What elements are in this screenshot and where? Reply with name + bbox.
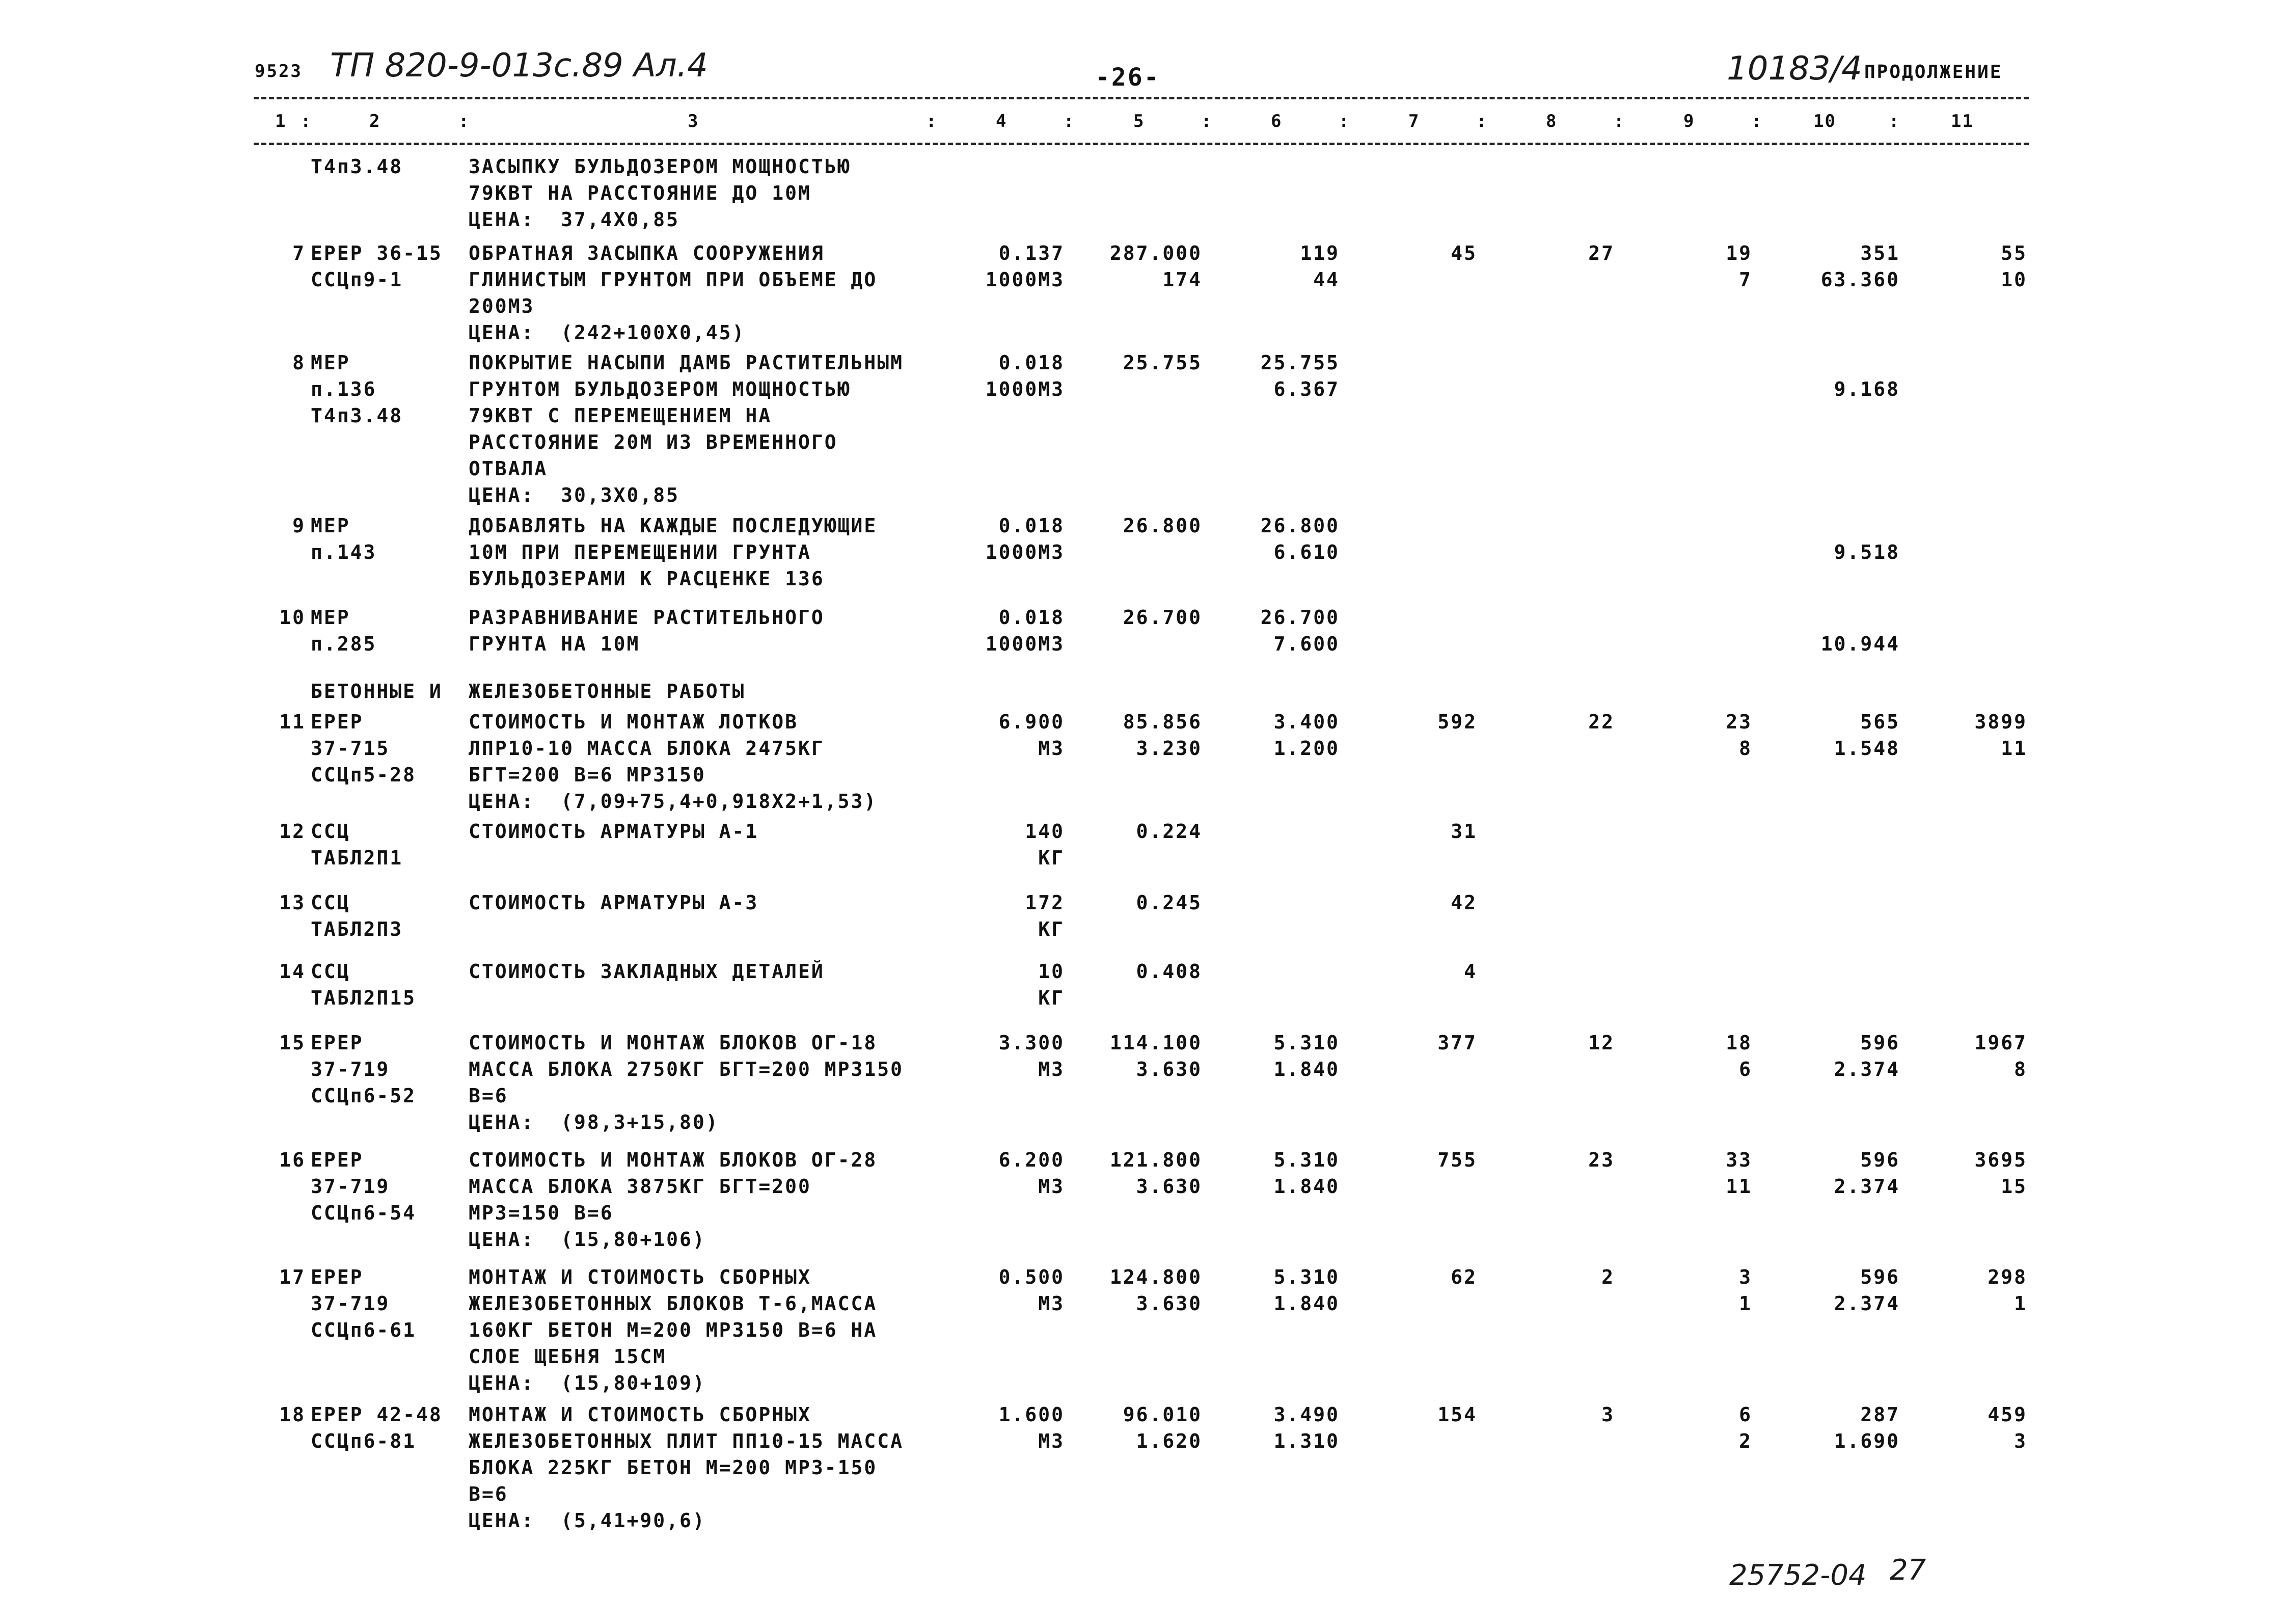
- row-total-wage-cell: 3: [1601, 1403, 1615, 1426]
- col-sep: :: [1889, 111, 1899, 131]
- row-machine-cost-cell: 19: [1726, 242, 1752, 264]
- row-description-cell: 79КВТ С ПЕРЕМЕЩЕНИЕМ НА: [469, 404, 772, 427]
- row-description-cell: БУЛЬДОЗЕРАМИ К РАСЦЕНКЕ 136: [469, 567, 825, 590]
- row-labor-total-cell: 459: [1988, 1403, 2027, 1426]
- doc-reference: ТП 820-9-013с.89 Ал.4: [330, 47, 708, 85]
- row-code-cell: МЕР: [311, 515, 350, 537]
- row-description-cell: СТОИМОСТЬ ЗАКЛАДНЫХ ДЕТАЛЕЙ: [469, 960, 825, 983]
- row-labor-total-cell: 3695: [1974, 1149, 2027, 1171]
- row-labor-unit-cell: 63.360: [1820, 268, 1900, 291]
- row-total-cost-cell: 4: [1464, 960, 1477, 983]
- row-description-cell: 200М3: [469, 295, 535, 317]
- row-wage-cell: 1.310: [1273, 1430, 1340, 1452]
- row-description-cell: ОБРАТНАЯ ЗАСЫПКА СООРУЖЕНИЯ: [469, 242, 825, 264]
- column-header-2: 2: [369, 111, 381, 131]
- row-wage-cell: 26.700: [1260, 606, 1340, 629]
- row-quantity-cell: 140: [1025, 820, 1065, 843]
- row-machine-cost-cell: 3: [1739, 1266, 1752, 1288]
- row-wage-cell: 5.310: [1273, 1149, 1340, 1171]
- row-wage-cell: 3.490: [1273, 1403, 1340, 1426]
- row-code-cell: Т4п3.48: [311, 404, 403, 427]
- row-code-cell: ТАБЛ2П15: [311, 987, 417, 1009]
- row-quantity-cell: 172: [1025, 891, 1065, 914]
- row-code-cell: 37-719: [311, 1058, 390, 1080]
- row-description-cell: ЦЕНА: (242+100Х0,45): [469, 321, 746, 344]
- row-labor-total-cell: 1: [2014, 1292, 2027, 1315]
- row-quantity-cell: 1.600: [998, 1403, 1065, 1426]
- row-code-cell: МЕР: [311, 606, 350, 629]
- row-description-cell: МАССА БЛОКА 3875КГ БГТ=200: [469, 1175, 811, 1198]
- row-labor-unit-cell: 596: [1860, 1266, 1900, 1288]
- column-header-7: 7: [1408, 111, 1420, 131]
- row-description-cell: СТОИМОСТЬ АРМАТУРЫ А-3: [469, 891, 759, 914]
- row-description-cell: ЦЕНА: (5,41+90,6): [469, 1509, 706, 1532]
- row-quantity-cell: М3: [1038, 1430, 1065, 1452]
- row-description-cell: СТОИМОСТЬ И МОНТАЖ БЛОКОВ ОГ-28: [469, 1149, 878, 1171]
- row-labor-unit-cell: 1.690: [1834, 1430, 1900, 1452]
- row-unit-price-cell: 26.800: [1123, 515, 1202, 537]
- row-number-cell: 17: [279, 1266, 306, 1288]
- row-code-cell: 37-719: [311, 1175, 390, 1198]
- row-number-cell: 7: [292, 242, 306, 264]
- row-machine-cost-cell: 1: [1739, 1292, 1752, 1315]
- column-header-10: 10: [1813, 111, 1836, 131]
- row-labor-unit-cell: 351: [1860, 242, 1900, 264]
- row-code-cell: ССЦп6-52: [311, 1085, 417, 1107]
- row-labor-unit-cell: 9.168: [1834, 378, 1900, 400]
- row-code-cell: п.285: [311, 633, 377, 655]
- row-unit-price-cell: 0.408: [1136, 960, 1202, 983]
- row-code-cell: ЕРЕР: [311, 711, 364, 733]
- row-description-cell: ДОБАВЛЯТЬ НА КАЖДЫЕ ПОСЛЕДУЮЩИЕ: [469, 515, 878, 537]
- row-wage-cell: 119: [1300, 242, 1340, 264]
- row-code-cell: п.143: [311, 541, 377, 563]
- row-description-cell: СТОИМОСТЬ И МОНТАЖ ЛОТКОВ: [469, 711, 798, 733]
- row-wage-cell: 6.610: [1273, 541, 1340, 563]
- row-unit-price-cell: 3.230: [1136, 737, 1202, 760]
- row-code-cell: п.136: [311, 378, 377, 400]
- row-description-cell: ЦЕНА: 30,3Х0,85: [469, 484, 680, 506]
- row-code-cell: ЕРЕР: [311, 1032, 364, 1054]
- row-quantity-cell: 1000М3: [985, 633, 1065, 655]
- row-code-cell: ЕРЕР: [311, 1149, 364, 1171]
- continuation-label: ПРОДОЛЖЕНИЕ: [1864, 62, 2003, 83]
- row-description-cell: ЦЕНА: (7,09+75,4+0,918Х2+1,53): [469, 790, 878, 813]
- header-rule-top: [254, 97, 2029, 99]
- row-unit-price-cell: 25.755: [1123, 351, 1202, 374]
- column-header-8: 8: [1546, 111, 1558, 131]
- row-total-wage-cell: 22: [1588, 711, 1615, 733]
- row-description-cell: СЛОЕ ЩЕБНЯ 15СМ: [469, 1345, 667, 1368]
- row-description-cell: ЛПР10-10 МАССА БЛОКА 2475КГ: [469, 737, 825, 760]
- row-wage-cell: 26.800: [1260, 515, 1340, 537]
- row-machine-cost-cell: 33: [1726, 1149, 1752, 1171]
- row-number-cell: 16: [279, 1149, 306, 1171]
- row-total-wage-cell: 27: [1588, 242, 1615, 264]
- row-number-cell: 10: [279, 606, 306, 629]
- row-description-cell: ЖЕЛЕЗОБЕТОННЫЕ РАБОТЫ: [469, 680, 746, 702]
- row-unit-price-cell: 124.800: [1109, 1266, 1202, 1288]
- col-sep: :: [1201, 111, 1212, 131]
- row-description-cell: ЦЕНА: (98,3+15,80): [469, 1111, 719, 1133]
- archive-number: 25752-04: [1729, 1559, 1867, 1592]
- col-sep: :: [1476, 111, 1487, 131]
- row-quantity-cell: 0.018: [998, 351, 1065, 374]
- column-header-4: 4: [996, 111, 1008, 131]
- row-wage-cell: 1.840: [1273, 1292, 1340, 1315]
- row-total-cost-cell: 377: [1437, 1032, 1477, 1054]
- col-sep: :: [1064, 111, 1074, 131]
- row-total-cost-cell: 45: [1451, 242, 1477, 264]
- row-code-cell: ССЦп6-61: [311, 1319, 417, 1341]
- row-quantity-cell: М3: [1038, 1175, 1065, 1198]
- row-unit-price-cell: 3.630: [1136, 1175, 1202, 1198]
- row-total-cost-cell: 592: [1437, 711, 1477, 733]
- row-total-cost-cell: 62: [1451, 1266, 1477, 1288]
- row-code-cell: ЕРЕР: [311, 1266, 364, 1288]
- row-number-cell: 13: [279, 891, 306, 914]
- row-quantity-cell: 1000М3: [985, 268, 1065, 291]
- row-description-cell: ГРУНТОМ БУЛЬДОЗЕРОМ МОЩНОСТЬЮ: [469, 378, 851, 400]
- row-description-cell: ЖЕЛЕЗОБЕТОННЫХ БЛОКОВ Т-6,МАССА: [469, 1292, 878, 1315]
- row-description-cell: СТОИМОСТЬ АРМАТУРЫ А-1: [469, 820, 759, 843]
- row-unit-price-cell: 96.010: [1123, 1403, 1202, 1426]
- row-quantity-cell: 3.300: [998, 1032, 1065, 1054]
- row-unit-price-cell: 85.856: [1123, 711, 1202, 733]
- row-number-cell: 12: [279, 820, 306, 843]
- row-description-cell: МОНТАЖ И СТОИМОСТЬ СБОРНЫХ: [469, 1403, 811, 1426]
- row-labor-total-cell: 3899: [1974, 711, 2027, 733]
- row-description-cell: 79КВТ НА РАССТОЯНИЕ ДО 10М: [469, 182, 811, 204]
- row-labor-unit-cell: 10.944: [1820, 633, 1900, 655]
- row-code-cell: БЕТОННЫЕ И: [311, 680, 443, 702]
- row-code-cell: ССЦп5-28: [311, 764, 417, 786]
- row-machine-cost-cell: 2: [1739, 1430, 1752, 1452]
- row-code-cell: ССЦп9-1: [311, 268, 403, 291]
- row-machine-cost-cell: 6: [1739, 1058, 1752, 1080]
- row-code-cell: ТАБЛ2П1: [311, 847, 403, 869]
- row-quantity-cell: 6.900: [998, 711, 1065, 733]
- row-quantity-cell: КГ: [1038, 987, 1065, 1009]
- row-quantity-cell: М3: [1038, 1292, 1065, 1315]
- row-description-cell: МОНТАЖ И СТОИМОСТЬ СБОРНЫХ: [469, 1266, 811, 1288]
- row-wage-cell: 6.367: [1273, 378, 1340, 400]
- col-sep: :: [1751, 111, 1762, 131]
- row-labor-unit-cell: 596: [1860, 1032, 1900, 1054]
- row-quantity-cell: М3: [1038, 737, 1065, 760]
- row-labor-total-cell: 298: [1988, 1266, 2027, 1288]
- col-sep: :: [1614, 111, 1624, 131]
- row-quantity-cell: М3: [1038, 1058, 1065, 1080]
- row-labor-unit-cell: 2.374: [1834, 1058, 1900, 1080]
- row-quantity-cell: 1000М3: [985, 378, 1065, 400]
- row-machine-cost-cell: 18: [1726, 1032, 1752, 1054]
- row-description-cell: В=6: [469, 1085, 508, 1107]
- row-wage-cell: 1.840: [1273, 1058, 1340, 1080]
- row-labor-total-cell: 10: [2001, 268, 2027, 291]
- row-quantity-cell: 10: [1038, 960, 1065, 983]
- row-description-cell: ЗАСЫПКУ БУЛЬДОЗЕРОМ МОЩНОСТЬЮ: [469, 155, 851, 178]
- row-code-cell: ССЦ: [311, 820, 350, 843]
- row-wage-cell: 1.840: [1273, 1175, 1340, 1198]
- row-wage-cell: 7.600: [1273, 633, 1340, 655]
- row-description-cell: БГТ=200 В=6 МРЗ150: [469, 764, 706, 786]
- row-number-cell: 8: [292, 351, 306, 374]
- row-labor-total-cell: 3: [2014, 1430, 2027, 1452]
- row-quantity-cell: 0.500: [998, 1266, 1065, 1288]
- row-labor-unit-cell: 287: [1860, 1403, 1900, 1426]
- row-description-cell: ГРУНТА НА 10М: [469, 633, 640, 655]
- row-unit-price-cell: 287.000: [1109, 242, 1202, 264]
- row-code-cell: ТАБЛ2П3: [311, 918, 403, 940]
- row-machine-cost-cell: 7: [1739, 268, 1752, 291]
- row-wage-cell: 25.755: [1260, 351, 1340, 374]
- row-description-cell: 160КГ БЕТОН М=200 МРЗ150 В=6 НА: [469, 1319, 878, 1341]
- row-unit-price-cell: 114.100: [1109, 1032, 1202, 1054]
- row-number-cell: 14: [279, 960, 306, 983]
- row-description-cell: ПОКРЫТИЕ НАСЫПИ ДАМБ РАСТИТЕЛЬНЫМ: [469, 351, 904, 374]
- row-unit-price-cell: 3.630: [1136, 1292, 1202, 1315]
- row-number-cell: 15: [279, 1032, 306, 1054]
- row-wage-cell: 5.310: [1273, 1032, 1340, 1054]
- column-header-1: 1: [275, 111, 287, 131]
- row-description-cell: В=6: [469, 1483, 508, 1505]
- row-quantity-cell: 0.137: [998, 242, 1065, 264]
- row-labor-unit-cell: 9.518: [1834, 541, 1900, 563]
- row-wage-cell: 44: [1313, 268, 1340, 291]
- row-description-cell: ОТВАЛА: [469, 457, 548, 480]
- row-quantity-cell: КГ: [1038, 847, 1065, 869]
- row-number-cell: 11: [279, 711, 306, 733]
- row-unit-price-cell: 26.700: [1123, 606, 1202, 629]
- row-unit-price-cell: 174: [1162, 268, 1202, 291]
- row-code-cell: 37-719: [311, 1292, 390, 1315]
- row-machine-cost-cell: 6: [1739, 1403, 1752, 1426]
- row-description-cell: РАЗРАВНИВАНИЕ РАСТИТЕЛЬНОГО: [469, 606, 825, 629]
- row-code-cell: Т4п3.48: [311, 155, 403, 178]
- row-code-cell: ЕРЕР 42-48: [311, 1403, 443, 1426]
- row-description-cell: БЛОКА 225КГ БЕТОН М=200 МРЗ-150: [469, 1456, 878, 1479]
- row-description-cell: ЦЕНА: 37,4Х0,85: [469, 208, 680, 231]
- column-header-3: 3: [688, 111, 699, 131]
- row-total-wage-cell: 23: [1588, 1149, 1615, 1171]
- row-description-cell: СТОИМОСТЬ И МОНТАЖ БЛОКОВ ОГ-18: [469, 1032, 878, 1054]
- row-labor-total-cell: 1967: [1974, 1032, 2027, 1054]
- row-labor-unit-cell: 2.374: [1834, 1175, 1900, 1198]
- row-total-wage-cell: 2: [1601, 1266, 1615, 1288]
- row-quantity-cell: 0.018: [998, 515, 1065, 537]
- row-machine-cost-cell: 23: [1726, 711, 1752, 733]
- column-header-9: 9: [1683, 111, 1695, 131]
- row-description-cell: ЦЕНА: (15,80+109): [469, 1372, 706, 1394]
- column-header-5: 5: [1133, 111, 1145, 131]
- header-rule-bottom: [254, 143, 2029, 145]
- row-labor-unit-cell: 565: [1860, 711, 1900, 733]
- row-total-cost-cell: 755: [1437, 1149, 1477, 1171]
- row-wage-cell: 1.200: [1273, 737, 1340, 760]
- row-code-cell: ССЦ: [311, 891, 350, 914]
- row-labor-unit-cell: 2.374: [1834, 1292, 1900, 1315]
- column-header-11: 11: [1951, 111, 1974, 131]
- row-description-cell: РАССТОЯНИЕ 20М ИЗ ВРЕМЕННОГО: [469, 431, 838, 453]
- doc-small-number: 9523: [255, 61, 303, 82]
- row-code-cell: 37-715: [311, 737, 390, 760]
- row-total-cost-cell: 154: [1437, 1403, 1477, 1426]
- row-labor-unit-cell: 1.548: [1834, 737, 1900, 760]
- row-description-cell: ЦЕНА: (15,80+106): [469, 1228, 706, 1251]
- page-number: -26-: [1095, 63, 1160, 92]
- row-quantity-cell: 1000М3: [985, 541, 1065, 563]
- row-machine-cost-cell: 8: [1739, 737, 1752, 760]
- row-unit-price-cell: 0.224: [1136, 820, 1202, 843]
- row-labor-unit-cell: 596: [1860, 1149, 1900, 1171]
- col-sep: :: [301, 111, 311, 131]
- document-code: 10183/4: [1727, 50, 1862, 88]
- row-total-cost-cell: 42: [1451, 891, 1477, 914]
- row-machine-cost-cell: 11: [1726, 1175, 1752, 1198]
- row-total-cost-cell: 31: [1451, 820, 1477, 843]
- row-total-wage-cell: 12: [1588, 1032, 1615, 1054]
- sheet-number: 27: [1890, 1554, 1926, 1587]
- row-wage-cell: 3.400: [1273, 711, 1340, 733]
- row-quantity-cell: КГ: [1038, 918, 1065, 940]
- row-code-cell: ЕРЕР 36-15: [311, 242, 443, 264]
- row-description-cell: МРЗ=150 В=6: [469, 1202, 614, 1224]
- row-description-cell: ЖЕЛЕЗОБЕТОННЫХ ПЛИТ ПП10-15 МАССА: [469, 1430, 904, 1452]
- row-code-cell: ССЦп6-81: [311, 1430, 417, 1452]
- row-labor-total-cell: 15: [2001, 1175, 2027, 1198]
- row-code-cell: ССЦп6-54: [311, 1202, 417, 1224]
- row-unit-price-cell: 1.620: [1136, 1430, 1202, 1452]
- row-labor-total-cell: 55: [2001, 242, 2027, 264]
- column-header-6: 6: [1271, 111, 1283, 131]
- row-number-cell: 9: [292, 515, 306, 537]
- col-sep: :: [458, 111, 469, 131]
- row-unit-price-cell: 3.630: [1136, 1058, 1202, 1080]
- row-number-cell: 18: [279, 1403, 306, 1426]
- row-unit-price-cell: 0.245: [1136, 891, 1202, 914]
- row-quantity-cell: 0.018: [998, 606, 1065, 629]
- row-quantity-cell: 6.200: [998, 1149, 1065, 1171]
- row-labor-total-cell: 11: [2001, 737, 2027, 760]
- row-unit-price-cell: 121.800: [1109, 1149, 1202, 1171]
- row-description-cell: ГЛИНИСТЫМ ГРУНТОМ ПРИ ОБЪЕМЕ ДО: [469, 268, 878, 291]
- row-labor-total-cell: 8: [2014, 1058, 2027, 1080]
- col-sep: :: [926, 111, 937, 131]
- row-code-cell: ССЦ: [311, 960, 350, 983]
- row-code-cell: МЕР: [311, 351, 350, 374]
- col-sep: :: [1339, 111, 1349, 131]
- row-description-cell: МАССА БЛОКА 2750КГ БГТ=200 МРЗ150: [469, 1058, 904, 1080]
- row-wage-cell: 5.310: [1273, 1266, 1340, 1288]
- row-description-cell: 10М ПРИ ПЕРЕМЕЩЕНИИ ГРУНТА: [469, 541, 811, 563]
